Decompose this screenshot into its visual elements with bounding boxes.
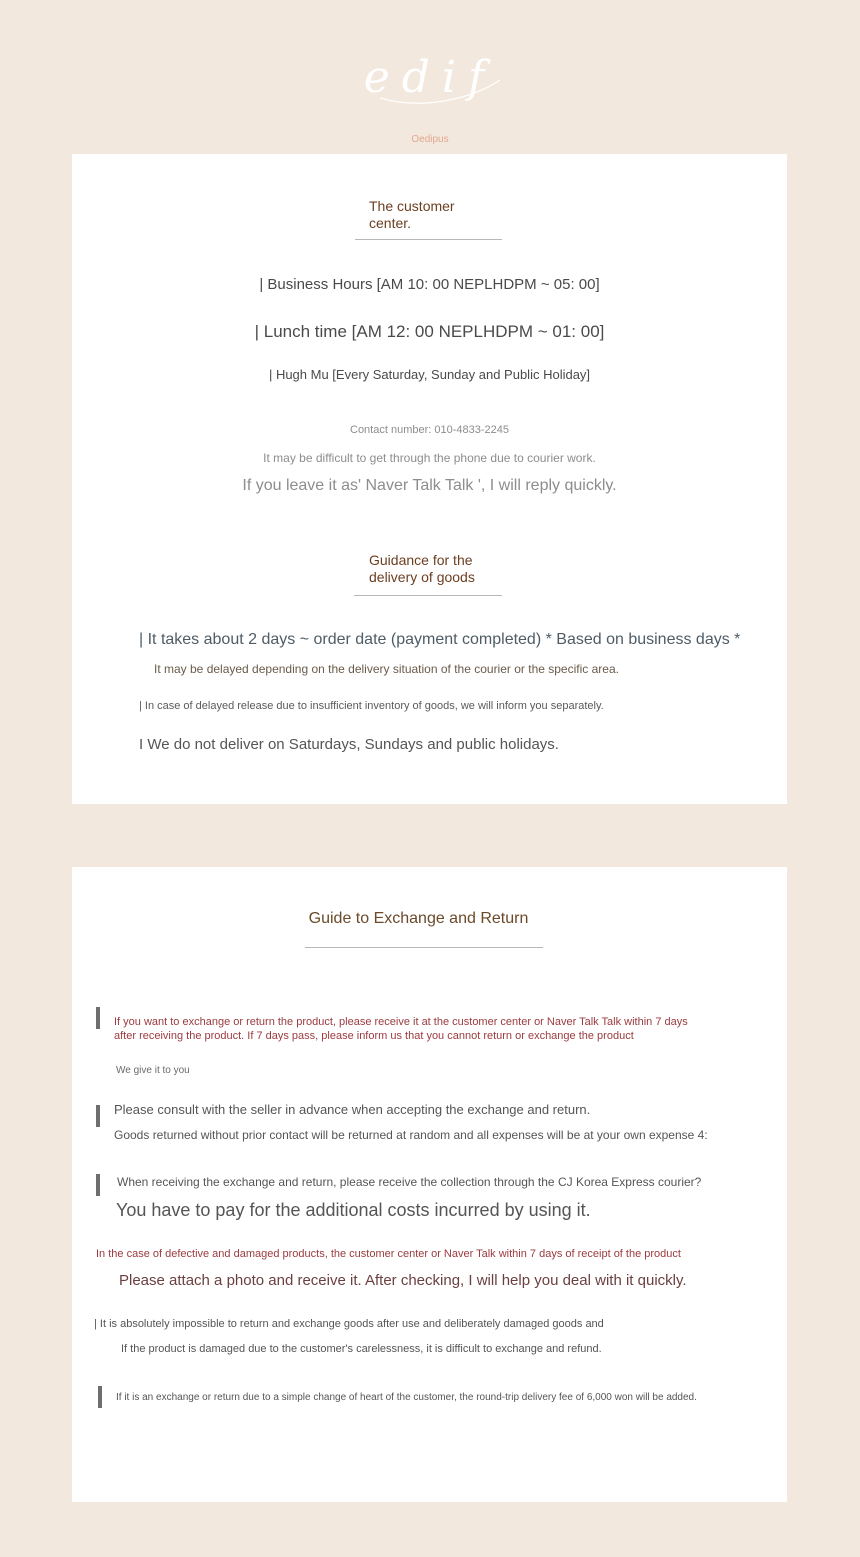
exchange-divider <box>305 947 543 948</box>
paragraph-marker <box>96 1174 100 1196</box>
exchange-p2-line2: Goods returned without prior contact will be returned at random and all expenses will be at your own expense 4: <box>114 1128 708 1142</box>
customer-center-title-line2: center. <box>369 215 412 231</box>
exchange-title: Guide to Exchange and Return <box>308 910 529 927</box>
exchange-p2-line1: Please consult with the seller in advance when accepting the exchange and return. <box>114 1102 591 1117</box>
customer-center-title-line1: The customer <box>369 198 455 214</box>
delivery-time-info: | It takes about 2 days ~ order date (payment completed) * Based on business days * <box>139 631 741 648</box>
exchange-p3-line2: You have to pay for the additional costs incurred by using it. <box>116 1200 591 1220</box>
exchange-p1-line1: If you want to exchange or return the product, please receive it at the customer center or Naver Talk Talk within 7 days <box>114 1016 688 1028</box>
brand-logo-text: edif <box>363 52 497 103</box>
exchange-p5-line2: If the product is damaged due to the customer's carelessness, it is difficult to exchange and refund. <box>121 1343 602 1355</box>
exchange-p4-line1: In the case of defective and damaged products, the customer center or Naver Talk within 7 days of receipt of the product <box>96 1248 681 1260</box>
delivery-title-line1: Guidance for the <box>369 552 473 568</box>
delivery-divider <box>354 595 502 596</box>
no-weekend-delivery: I We do not deliver on Saturdays, Sundays and public holidays. <box>139 736 559 753</box>
exchange-p6-line1: If it is an exchange or return due to a simple change of heart of the customer, the round-trip delivery fee of 6,000 won will be added. <box>116 1392 697 1403</box>
brand-logo <box>0 40 860 120</box>
brand-sub-text: Oedipus <box>411 134 449 145</box>
delivery-title-line2: delivery of goods <box>369 569 475 585</box>
inventory-note: | In case of delayed release due to insufficient inventory of goods, we will inform you separately. <box>139 700 604 712</box>
contact-number: Contact number: 010-4833-2245 <box>350 424 509 436</box>
phone-note: It may be difficult to get through the phone due to courier work. <box>263 451 596 465</box>
customer-center-divider <box>355 239 502 240</box>
lunch-time: | Lunch time [AM 12: 00 NEPLHDPM ~ 01: 00] <box>254 322 605 341</box>
paragraph-marker <box>96 1007 100 1029</box>
info-card-customer-center <box>72 154 787 804</box>
customer-center-title <box>369 198 455 232</box>
exchange-p1-line3: We give it to you <box>116 1065 190 1076</box>
exchange-p1-line2: after receiving the product. If 7 days pass, please inform us that you cannot return or exchange the product <box>114 1030 634 1042</box>
talk-note: If you leave it as' Naver Talk Talk ', I will reply quickly. <box>242 477 617 494</box>
exchange-p4-line2: Please attach a photo and receive it. After checking, I will help you deal with it quickly. <box>119 1272 687 1289</box>
delivery-delay-note: It may be delayed depending on the delivery situation of the courier or the specific area. <box>154 662 619 676</box>
delivery-title <box>369 552 475 586</box>
paragraph-marker <box>98 1386 102 1408</box>
business-hours: | Business Hours [AM 10: 00 NEPLHDPM ~ 05: 00] <box>259 276 600 293</box>
info-card-exchange-return <box>72 867 787 1502</box>
exchange-p3-line1: When receiving the exchange and return, please receive the collection through the CJ Korea Express courier? <box>117 1175 702 1189</box>
holiday-info: | Hugh Mu [Every Saturday, Sunday and Public Holiday] <box>268 367 591 382</box>
exchange-p5-line1: | It is absolutely impossible to return and exchange goods after use and deliberately damaged goods and <box>94 1318 604 1330</box>
paragraph-marker <box>96 1105 100 1127</box>
